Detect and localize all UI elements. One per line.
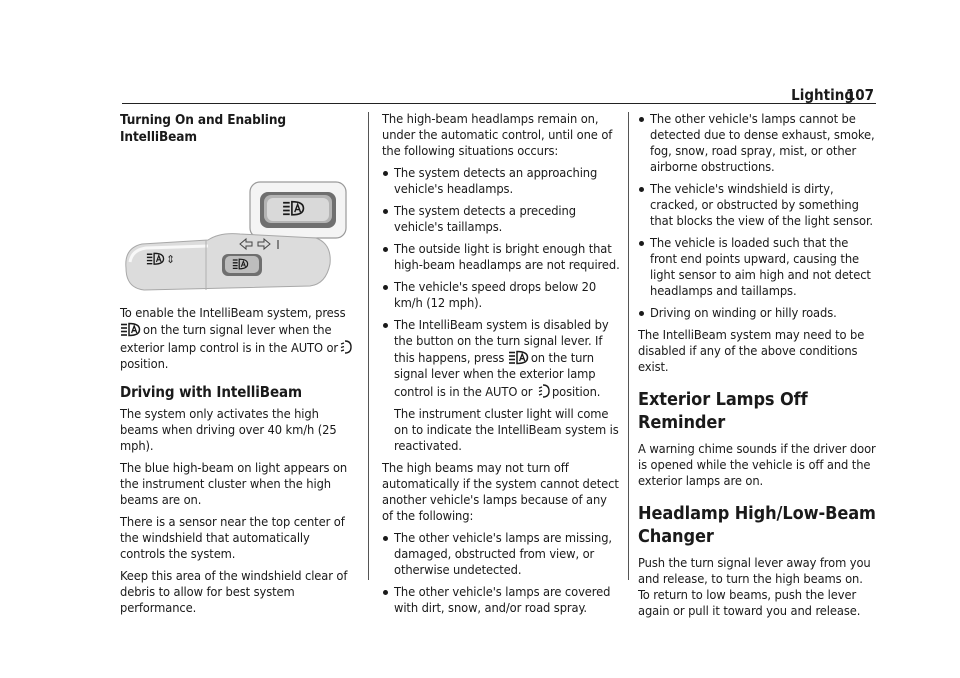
list-item: The system detects a preceding vehicle's taillamps. bbox=[382, 204, 620, 236]
column-1 bbox=[120, 112, 356, 623]
bullet-icon bbox=[639, 311, 644, 316]
bullet-icon bbox=[639, 241, 644, 246]
auto-headlamp-icon bbox=[538, 383, 550, 399]
page-number: 107 bbox=[845, 86, 874, 104]
paragraph: Push the turn signal lever away from you and release, to turn the high beams on. To return to low beams, push the lever again or pull it toward you and release. bbox=[638, 556, 871, 619]
bullet-icon bbox=[383, 323, 388, 328]
list-item: The other vehicle's lamps are missing, damaged, obstructed from view, or otherwise undetected. bbox=[382, 531, 620, 579]
column-divider bbox=[628, 112, 629, 580]
bullet-icon bbox=[383, 590, 388, 595]
column-divider bbox=[368, 112, 369, 580]
list-item: The outside light is bright enough that high-beam headlamps are not required. bbox=[382, 242, 620, 274]
paragraph: The blue high-beam on light appears on the instrument cluster when the high beams are on. bbox=[120, 461, 348, 508]
bullet-icon bbox=[383, 171, 388, 176]
list-item: The system detects an approaching vehicle's headlamps. bbox=[382, 166, 620, 198]
paragraph-enable: To enable the IntelliBeam system, press on the turn signal lever when the exterior lamp control is in the AUTO or position. bbox=[120, 306, 356, 373]
column-2 bbox=[382, 112, 620, 623]
bullet-icon bbox=[639, 187, 644, 192]
bullet-icon bbox=[383, 536, 388, 541]
list-item: The vehicle's speed drops below 20 km/h (12 mph). bbox=[382, 280, 620, 312]
list-item: The other vehicle's lamps cannot be detected due to dense exhaust, smoke, fog, snow, road spray, mist, or other airborne obstructions. bbox=[638, 112, 878, 176]
intellibeam-icon bbox=[508, 350, 529, 365]
paragraph: There is a sensor near the top center of the windshield that automatically controls the system. bbox=[120, 515, 345, 562]
paragraph: The high beams may not turn off automatically if the system cannot detect another vehicle's lamps because of any of the following: bbox=[382, 461, 619, 524]
list-item: The other vehicle's lamps are covered with dirt, snow, and/or road spray. bbox=[382, 585, 620, 617]
bullet-icon bbox=[383, 209, 388, 214]
paragraph: A warning chime sounds if the driver door is opened while the vehicle is off and the exterior lamps are on. bbox=[638, 442, 876, 489]
column-3 bbox=[638, 112, 878, 626]
turn-signal-lever-illustration bbox=[120, 152, 352, 296]
header-rule bbox=[122, 103, 876, 104]
heading-exterior-lamps-off-reminder: Exterior Lamps Off Reminder bbox=[638, 389, 808, 433]
bullet-icon bbox=[383, 285, 388, 290]
list-item: The vehicle's windshield is dirty, cracked, or obstructed by something that blocks the view of the light sensor. bbox=[638, 182, 878, 230]
paragraph: The system only activates the high beams when driving over 40 km/h (25 mph). bbox=[120, 407, 337, 454]
heading-driving-intellibeam: Driving with IntelliBeam bbox=[120, 383, 303, 401]
paragraph: Keep this area of the windshield clear of debris to allow for best system performance. bbox=[120, 569, 348, 616]
list-item: The IntelliBeam system is disabled by the button on the turn signal lever. If this happens, press on the turn signal lever when the exterior lamp control is in the AUTO or position. The instrument cluster light will come on to indicate the IntelliBeam system is reactivated. bbox=[382, 318, 620, 455]
heading-headlamp-changer: Headlamp High/Low-Beam Changer bbox=[638, 503, 876, 547]
heading-turning-on-intellibeam: Turning On and Enabling IntelliBeam bbox=[120, 112, 286, 145]
bullet-icon bbox=[639, 117, 644, 122]
section-title: Lighting bbox=[791, 86, 854, 104]
list-item: Driving on winding or hilly roads. bbox=[638, 306, 878, 322]
auto-headlamp-icon bbox=[340, 339, 352, 355]
intellibeam-icon bbox=[120, 322, 141, 337]
paragraph: The high-beam headlamps remain on, under the automatic control, until one of the following situations occurs: bbox=[382, 112, 613, 159]
bullet-list bbox=[638, 112, 878, 322]
bullet-list bbox=[382, 166, 620, 455]
list-item: The vehicle is loaded such that the front end points upward, causing the light sensor to aim high and not detect headlamps and taillamps. bbox=[638, 236, 878, 300]
svg-text:⇕: ⇕ bbox=[166, 253, 176, 266]
list-item-note: The instrument cluster light will come on to indicate the IntelliBeam system is reactivated. bbox=[394, 407, 619, 454]
paragraph: The IntelliBeam system may need to be disabled if any of the above conditions exist. bbox=[638, 328, 865, 375]
bullet-list bbox=[382, 531, 620, 617]
bullet-icon bbox=[383, 247, 388, 252]
